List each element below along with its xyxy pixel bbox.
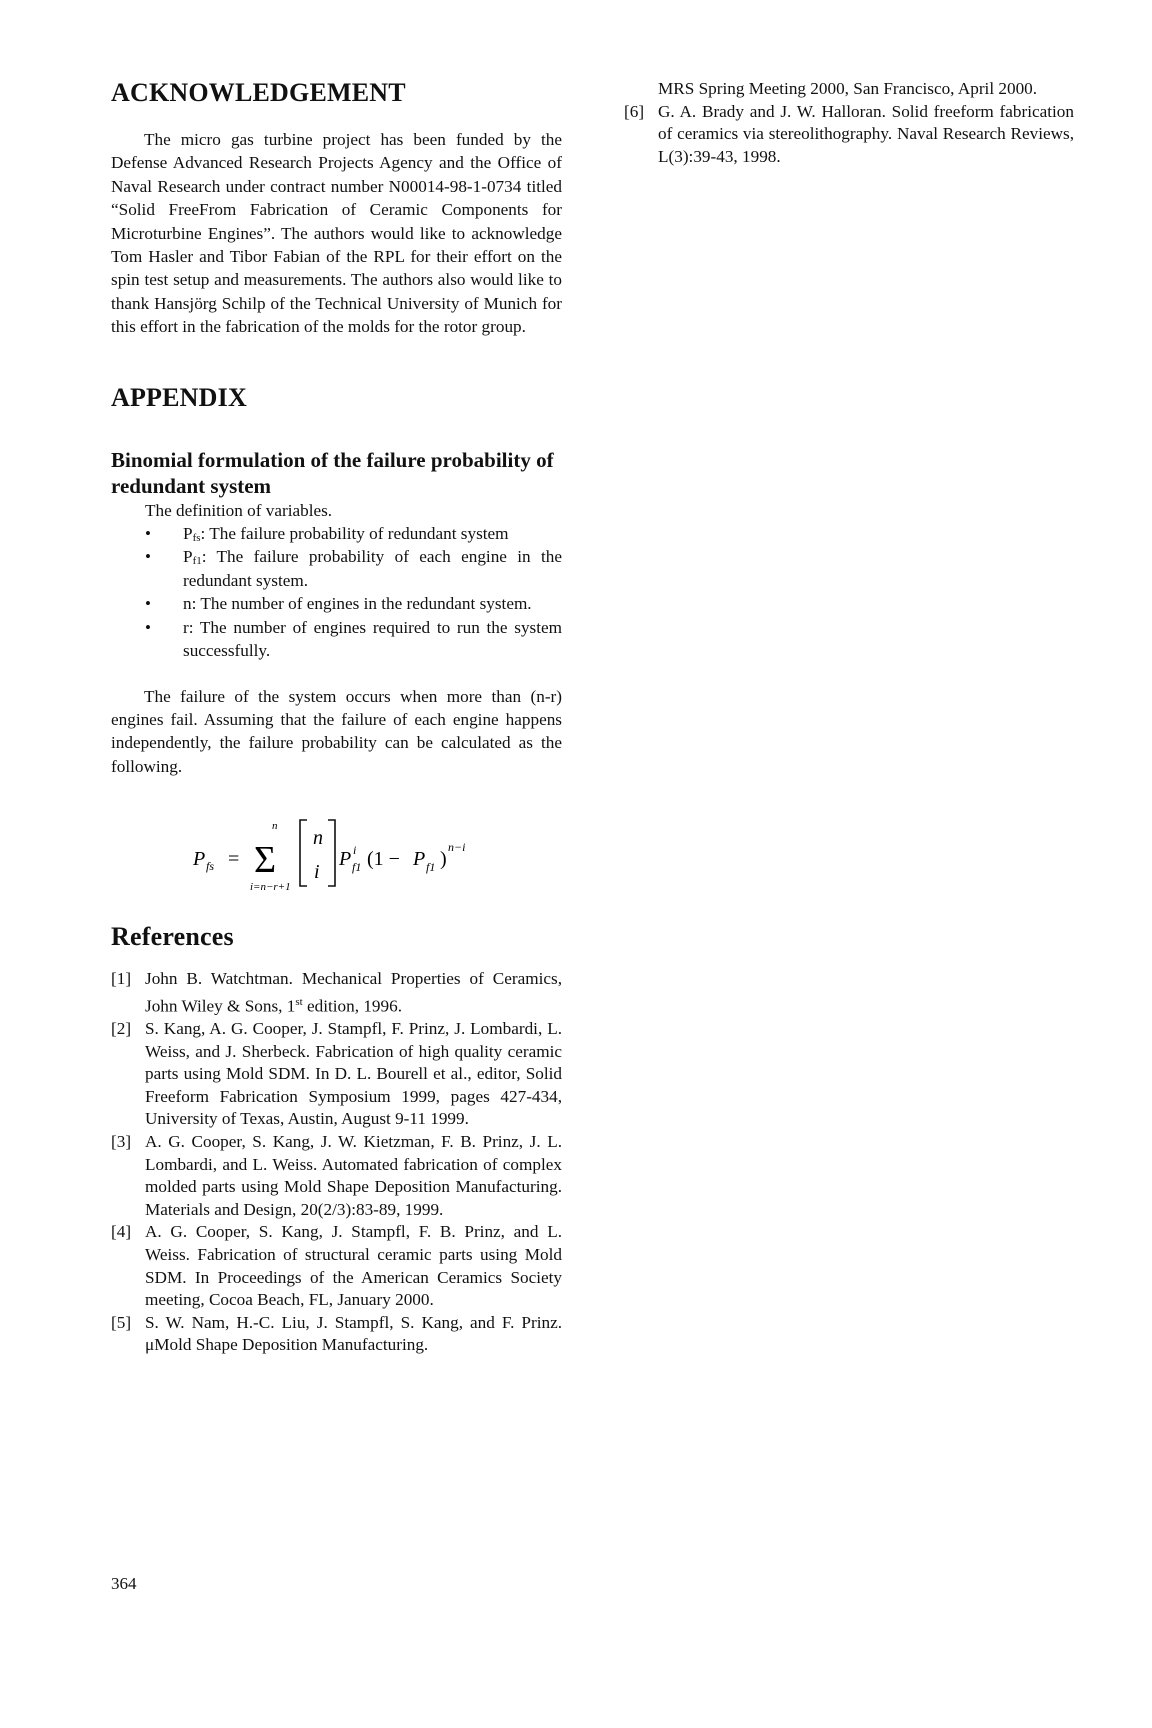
list-item: • $P_{f1}$: The failure probability of each engine in the redundant system.	[145, 547, 562, 590]
failure-paragraph: The failure of the system occurs when more than (n-r) engines fail. Assuming that the failure of each engine happens independently, the failure probability can be calculated as the following.	[111, 686, 562, 776]
binom-bottom: i	[314, 861, 320, 884]
paren-p: P	[413, 848, 426, 871]
page-number: 364	[111, 1574, 137, 1593]
formula-lhs: P	[193, 848, 206, 871]
sum-upper-limit: n	[272, 820, 278, 833]
references-list-continued	[624, 78, 1074, 168]
appendix-heading: APPENDIX	[111, 382, 247, 412]
bullet-icon: •	[145, 547, 151, 567]
list-item: [4] A. G. Cooper, S. Kang, J. Stampfl, F. B. Prinz, and L. Weiss. Fabrication of structural ceramic parts using Mold SDM. In Proceedings of the American Ceramics Society meeting, Cocoa Beach, FL, January 2000.	[111, 1222, 562, 1310]
right-bracket	[328, 820, 335, 886]
left-column	[111, 78, 562, 1357]
right-column	[624, 78, 1074, 168]
term-sub: f1	[352, 860, 362, 875]
bullet-icon: •	[145, 524, 151, 544]
list-item: • n: The number of engines in the redundant system.	[111, 592, 562, 615]
variables-intro: The definition of variables.	[145, 500, 333, 520]
bullet-icon: •	[145, 594, 151, 614]
acknowledgement-heading: ACKNOWLEDGEMENT	[111, 78, 406, 107]
bullet-icon: •	[145, 617, 151, 637]
list-item: [6] G. A. Brady and J. W. Halloran. Solid freeform fabrication of ceramics via stereolithography. Naval Research Reviews, L(3):39-43, 1998.	[624, 101, 1074, 166]
references-list	[111, 968, 562, 1357]
list-item: [5] S. W. Nam, H.-C. Liu, J. Stampfl, S. Kang, and F. Prinz. μMold Shape Deposition Manufacturing.	[111, 1312, 562, 1355]
list-item: • r: The number of engines required to run the system successfully.	[145, 617, 562, 661]
list-item: [2] S. Kang, A. G. Cooper, J. Stampfl, F. Prinz, J. Lombardi, L. Weiss, and J. Sherbeck. Fabrication of high quality ceramic parts using Mold SDM. In D. L. Bourell et al., editor, Solid Freeform Fabrication Symposium 1999, pages 427-434, University of Texas, Austin, August 9-11 1999.	[111, 1019, 562, 1129]
formula-lhs-sub: fs	[206, 859, 215, 874]
binom-top: n	[313, 827, 323, 850]
binomial-formula	[111, 816, 562, 894]
formula-equals: =	[228, 848, 240, 871]
paren-sub: f1	[426, 860, 436, 875]
variables-list	[111, 522, 562, 662]
exponent: n−i	[448, 840, 466, 855]
term-sup: i	[353, 843, 357, 858]
appendix-subheading: Binomial formulation of the failure probability of redundant system	[111, 447, 554, 498]
list-item: [3] A. G. Cooper, S. Kang, J. W. Kietzman, F. B. Prinz, J. L. Lombardi, and L. Weiss. Automated fabrication of complex molded parts using Mold Shape Deposition Manufacturing. Materials and Design, 20(2/3):83-89, 1999.	[111, 1132, 562, 1219]
list-item: MRS Spring Meeting 2000, San Francisco, April 2000.	[658, 79, 1038, 98]
list-item: [1] John B. Watchtman. Mechanical Properties of Ceramics, John Wiley & Sons, 1st edition, 1996.	[111, 969, 562, 1016]
acknowledgement-text: The micro gas turbine project has been funded by the Defense Advanced Research Projects Agency and the Office of Naval Research under contract number N00014-98-1-0734 titled “Solid FreeFrom Fabrication of Ceramic Components for Microturbine Engines”. The authors would like to acknowledge Tom Hasler and Tibor Fabian of the RPL for their effort on the spin test setup and measurements. The authors also would like to thank Hansjörg Schilp of the Technical University of Munich for this effort in the fabrication of the molds for the rotor group.	[111, 130, 562, 337]
paren-close: )	[440, 848, 447, 871]
sigma-symbol: Σ	[254, 839, 277, 882]
paren-open: (1 −	[367, 848, 400, 871]
left-bracket	[300, 820, 307, 886]
sum-lower-limit: i=n−r+1	[250, 881, 291, 894]
list-item: • $P_{fs}$: The failure probability of redundant system	[145, 524, 509, 545]
term-p: P	[339, 848, 352, 871]
references-heading: References	[111, 922, 234, 952]
